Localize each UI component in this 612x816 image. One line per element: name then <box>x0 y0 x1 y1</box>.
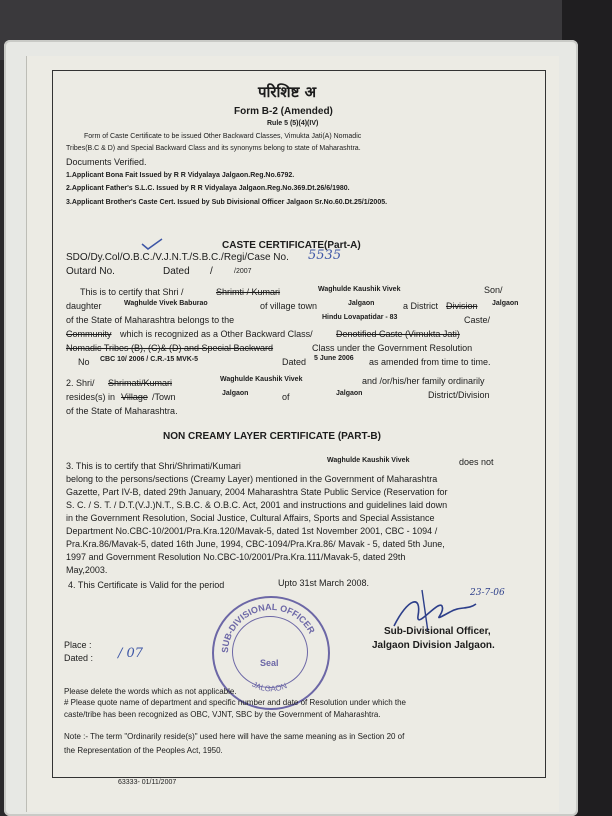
note-quote-2: caste/tribe has been recognized as OBC, VJNT, SBC by the Government of Maharashtra. <box>64 710 381 719</box>
validity-label: 4. This Certificate is Valid for the period <box>68 580 225 590</box>
nomadic-rest: Class under the Government Resolution <box>312 343 473 353</box>
sdo-line: SDO/Dy.Col/O.B.C./V.J.N.T./S.B.C./Regi/Case No. <box>66 252 289 263</box>
doc-1: 1.Applicant Bona Fait Issued by R R Vidyalaya Jalgaon.Reg.No.6792. <box>66 172 295 179</box>
para2-district: Jalgaon <box>336 390 363 397</box>
note-reside-2: the Representation of the Peoples Act, 1950. <box>64 746 223 755</box>
father-name: Waghulde Vivek Baburao <box>124 300 208 307</box>
para3-name: Waghulde Kaushik Vivek <box>327 457 410 464</box>
para3-does-not: does not <box>459 457 494 467</box>
para3-line: in the Government Resolution, Social Justice, Cultural Affairs, Sports and Special Assistance <box>66 513 435 523</box>
division-strike: Division <box>446 301 478 311</box>
daughter-label: daughter <box>66 301 102 311</box>
applicant-name: Waghulde Kaushik Vivek <box>318 286 401 293</box>
doc-3: 3.Applicant Brother's Caste Cert. Issued by Sub Divisional Officer Jalgaon Sr.No.60.Dt.25/1/2005. <box>66 199 388 206</box>
officer-title: Sub-Divisional Officer, <box>384 626 491 637</box>
note-quote-1: # Please quote name of department and specific number and date of Resolution under which the <box>64 698 406 707</box>
para3-line: Pra.Kra.86/Mavak-5, dated 16th June, 1994, CBC-1094/Pra.Kra.86/ Mavak - 5, dated 5th June, <box>66 539 445 549</box>
para3-line: Gazette, Part IV-B, dated 29th January, 2004 Maharashtra State Public Service (Reservation for <box>66 487 448 497</box>
para3-line: May,2003. <box>66 565 108 575</box>
shrimti-kumari: Shrimti / Kumari <box>216 287 281 297</box>
para3-line: 1997 and Government Resolution No.CBC-10/2001/Pra.Kra.111/Mavak-5, dated 29th <box>66 552 406 562</box>
para3-line: Department No.CBC-10/2001/Pra.Kra.120/Mavak-5, dated 1st November 2001, CBC - 1094 / <box>66 526 438 536</box>
gr-number: CBC 10/ 2006 / C.R.-15 MVK-5 <box>100 356 199 363</box>
signature-date: 23-7-06 <box>470 588 505 598</box>
gr-no-label: No <box>78 357 90 367</box>
gr-date: 5 June 2006 <box>314 355 354 362</box>
outward-no-label: Outard No. <box>66 266 115 277</box>
place-label: Place : <box>64 640 92 650</box>
intro-line-2: Tribes(B.C & D) and Special Backward Class and its synonyms belong to state of Maharashtra. <box>66 145 361 152</box>
dated-handwritten: / 07 <box>118 646 144 661</box>
village-strike: Village <box>121 392 148 402</box>
para2-family: and /or/his/her family ordinarily <box>362 376 485 386</box>
intro-line-1: Form of Caste Certificate to be issued Other Backward Classes, Vimukta Jati(A) Nomadic <box>84 133 362 140</box>
district-label: a District <box>403 301 439 311</box>
of-label: of <box>282 392 290 402</box>
note-reside-1: Note :- The term "Ordinarily reside(s)" used here will have the same meaning as in Section 20 of <box>64 732 405 741</box>
para2-strike: Shrimati/Kumari <box>108 378 173 388</box>
form-title: Form B-2 (Amended) <box>234 106 333 117</box>
gr-dated-label: Dated <box>282 357 307 367</box>
outward-year: /2007 <box>234 268 252 275</box>
son-label: Son/ <box>484 285 503 295</box>
para3-intro: 3. This is to certify that Shri/Shrimati/Kumari <box>66 461 241 471</box>
title-devanagari: परिशिष्ट अ <box>258 83 317 101</box>
para2-name: Waghulde Kaushik Vivek <box>220 376 303 383</box>
village-value: Jalgaon <box>348 300 375 307</box>
seal-label: Seal <box>260 658 279 668</box>
community-rest: which is recognized as a Other Backward Class/ <box>120 329 313 339</box>
village-town-label: of village town <box>260 301 318 311</box>
tick-mark-icon <box>140 236 164 252</box>
seal-bottom-text: JALGAON <box>250 679 289 694</box>
rule-ref: Rule 5 (5)(4)(IV) <box>267 120 319 127</box>
part-b-heading: NON CREAMY LAYER CERTIFICATE (PART-B) <box>163 431 381 442</box>
outward-dated-label: Dated <box>163 266 190 277</box>
town-label: /Town <box>152 392 176 402</box>
case-number: 5535 <box>308 248 342 263</box>
outward-slash: / <box>210 266 213 277</box>
amended-text: as amended from time to time. <box>369 357 491 367</box>
resides-label: resides(s) in <box>66 392 116 402</box>
certify-line: This is to certify that Shri / <box>80 287 184 297</box>
denotified-strike: Denotified Caste (Vimukta Jati) <box>336 329 460 339</box>
para2-state: of the State of Maharashtra. <box>66 406 178 416</box>
note-delete: Please delete the words which as not applicable. <box>64 687 237 696</box>
part-a-heading: CASTE CERTIFICATE(Part-A) <box>222 240 361 251</box>
state-line: of the State of Maharashtra belongs to the <box>66 315 235 325</box>
seal-text: SUB-DIVISIONAL OFFICER <box>219 601 317 654</box>
doc-2: 2.Applicant Father's S.L.C. Issued by R R Vidyalaya Jalgaon.Reg.No.369.Dt.26/6/1980. <box>66 185 350 192</box>
documents-verified: Documents Verified. <box>66 157 147 167</box>
svg-text:JALGAON <box>251 680 289 694</box>
validity-value: Upto 31st March 2008. <box>278 578 370 588</box>
district-division-label: District/Division <box>428 390 490 400</box>
svg-text:SUB-DIVISIONAL OFFICER <box>220 602 317 653</box>
nomadic-strike: Nomadic Tribes (B), (C)& (D) and Special Backward <box>66 343 274 353</box>
print-code: 63333- 01/11/2007 <box>118 779 177 786</box>
community-strike: Community <box>66 329 112 339</box>
para2-label: 2. Shri/ <box>66 378 95 388</box>
district-value: Jalgaon <box>492 300 519 307</box>
caste-label: Caste/ <box>464 315 491 325</box>
dated-label: Dated : <box>64 653 94 663</box>
para3-line: belong to the persons/sections (Creamy Layer) mentioned in the Government of Maharashtra <box>66 474 438 484</box>
caste-value: Hindu Lovapatidar - 83 <box>322 314 398 321</box>
para3-line: S. C. / S. T. / D.T.(V.J.)N.T., S.B.C. & O.B.C. Act, 2001 and instructions and guidelines laid down <box>66 500 448 510</box>
para2-town: Jalgaon <box>222 390 249 397</box>
officer-office: Jalgaon Division Jalgaon. <box>372 640 495 651</box>
